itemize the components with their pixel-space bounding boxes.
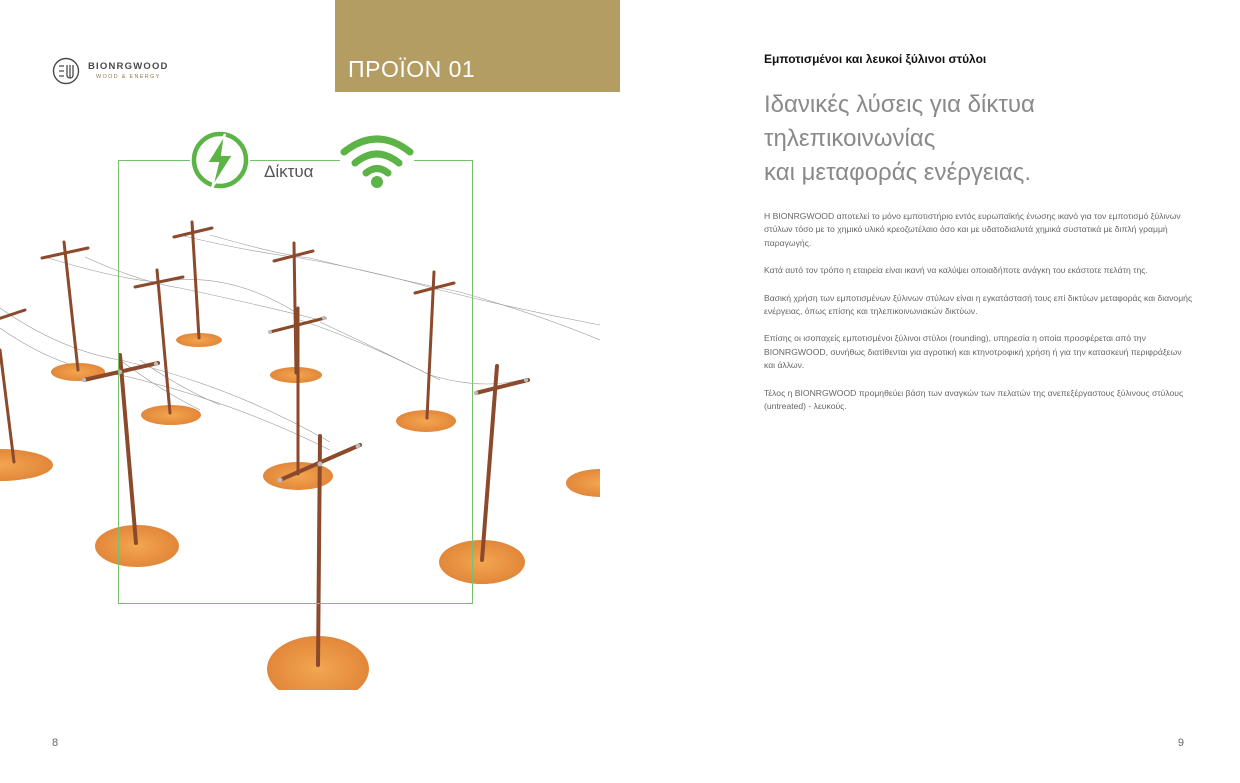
brand-name: BIONRGWOOD: [88, 61, 169, 72]
brand-tagline: WOOD & ENERGY: [96, 73, 161, 80]
product-title: ΠΡΟΪΟΝ 01: [348, 56, 476, 82]
page-number-left: 8: [52, 737, 59, 749]
body-text: [764, 210, 1194, 427]
section-heading: Εμποτισμένοι και λευκοί ξύλινοι στύλοι: [764, 52, 987, 66]
headline-line-2: και μεταφοράς ενέργειας.: [764, 159, 1031, 186]
right-page: [620, 0, 1240, 783]
network-label: Δίκτυα: [258, 162, 319, 182]
logo-mark-icon: [52, 57, 80, 85]
network-frame: [118, 160, 473, 604]
body-paragraph: Επίσης οι ισοπαχείς εμποτισμένοι ξύλινοι στύλοι (rounding), υπηρεσία η οποία προσφέρεται από την BIONRGWOOD, συνήθως διατίθενται για αγροτική και κτηνοτροφική χρήση ή για την κατασκευή περιφράξεων και άλλων.: [764, 333, 1182, 371]
page-number-right: 9: [1177, 737, 1184, 749]
wifi-icon: [340, 132, 414, 190]
body-paragraph: Κατά αυτό τον τρόπο η εταιρεία είναι ικανή να καλύψει οποιαδήποτε ανάγκη του εκάστοτε πελάτη της.: [764, 265, 1148, 276]
product-title-block: [335, 0, 620, 92]
lightning-bolt-icon: [190, 130, 250, 190]
body-paragraph: Τέλος η BIONRGWOOD προμηθεύει βάση των αναγκών των πελατών της ανεπεξέργαστους ξύλινους στύλους (untreated) - λευκούς.: [764, 387, 1184, 412]
body-paragraph: Βασική χρήση των εμποτισμένων ξύλινων στύλων είναι η εγκατάστασή τους επί δικτύων μεταφοράς και διανομής ενέργειας, όπως επίσης και τηλεπικοινωνιακών δικτύων.: [764, 292, 1193, 317]
headline-line-1: Ιδανικές λύσεις για δίκτυα τηλεπικοινωνίας: [764, 91, 1035, 152]
headline: [764, 88, 1204, 190]
brand-logo: [52, 57, 169, 85]
body-paragraph: Η BIONRGWOOD αποτελεί το μόνο εμποτιστήριο εντός ευρωπαϊκής ένωσης ικανό για τον εμποτισμό ξύλινων στύλων τόσο με το χημικό υλικό κρεοζωτέλαιο όσο και με υδατοδιαλυτά χημικά συστατικά με διπλή γραμμή παραγωγής.: [764, 211, 1181, 248]
